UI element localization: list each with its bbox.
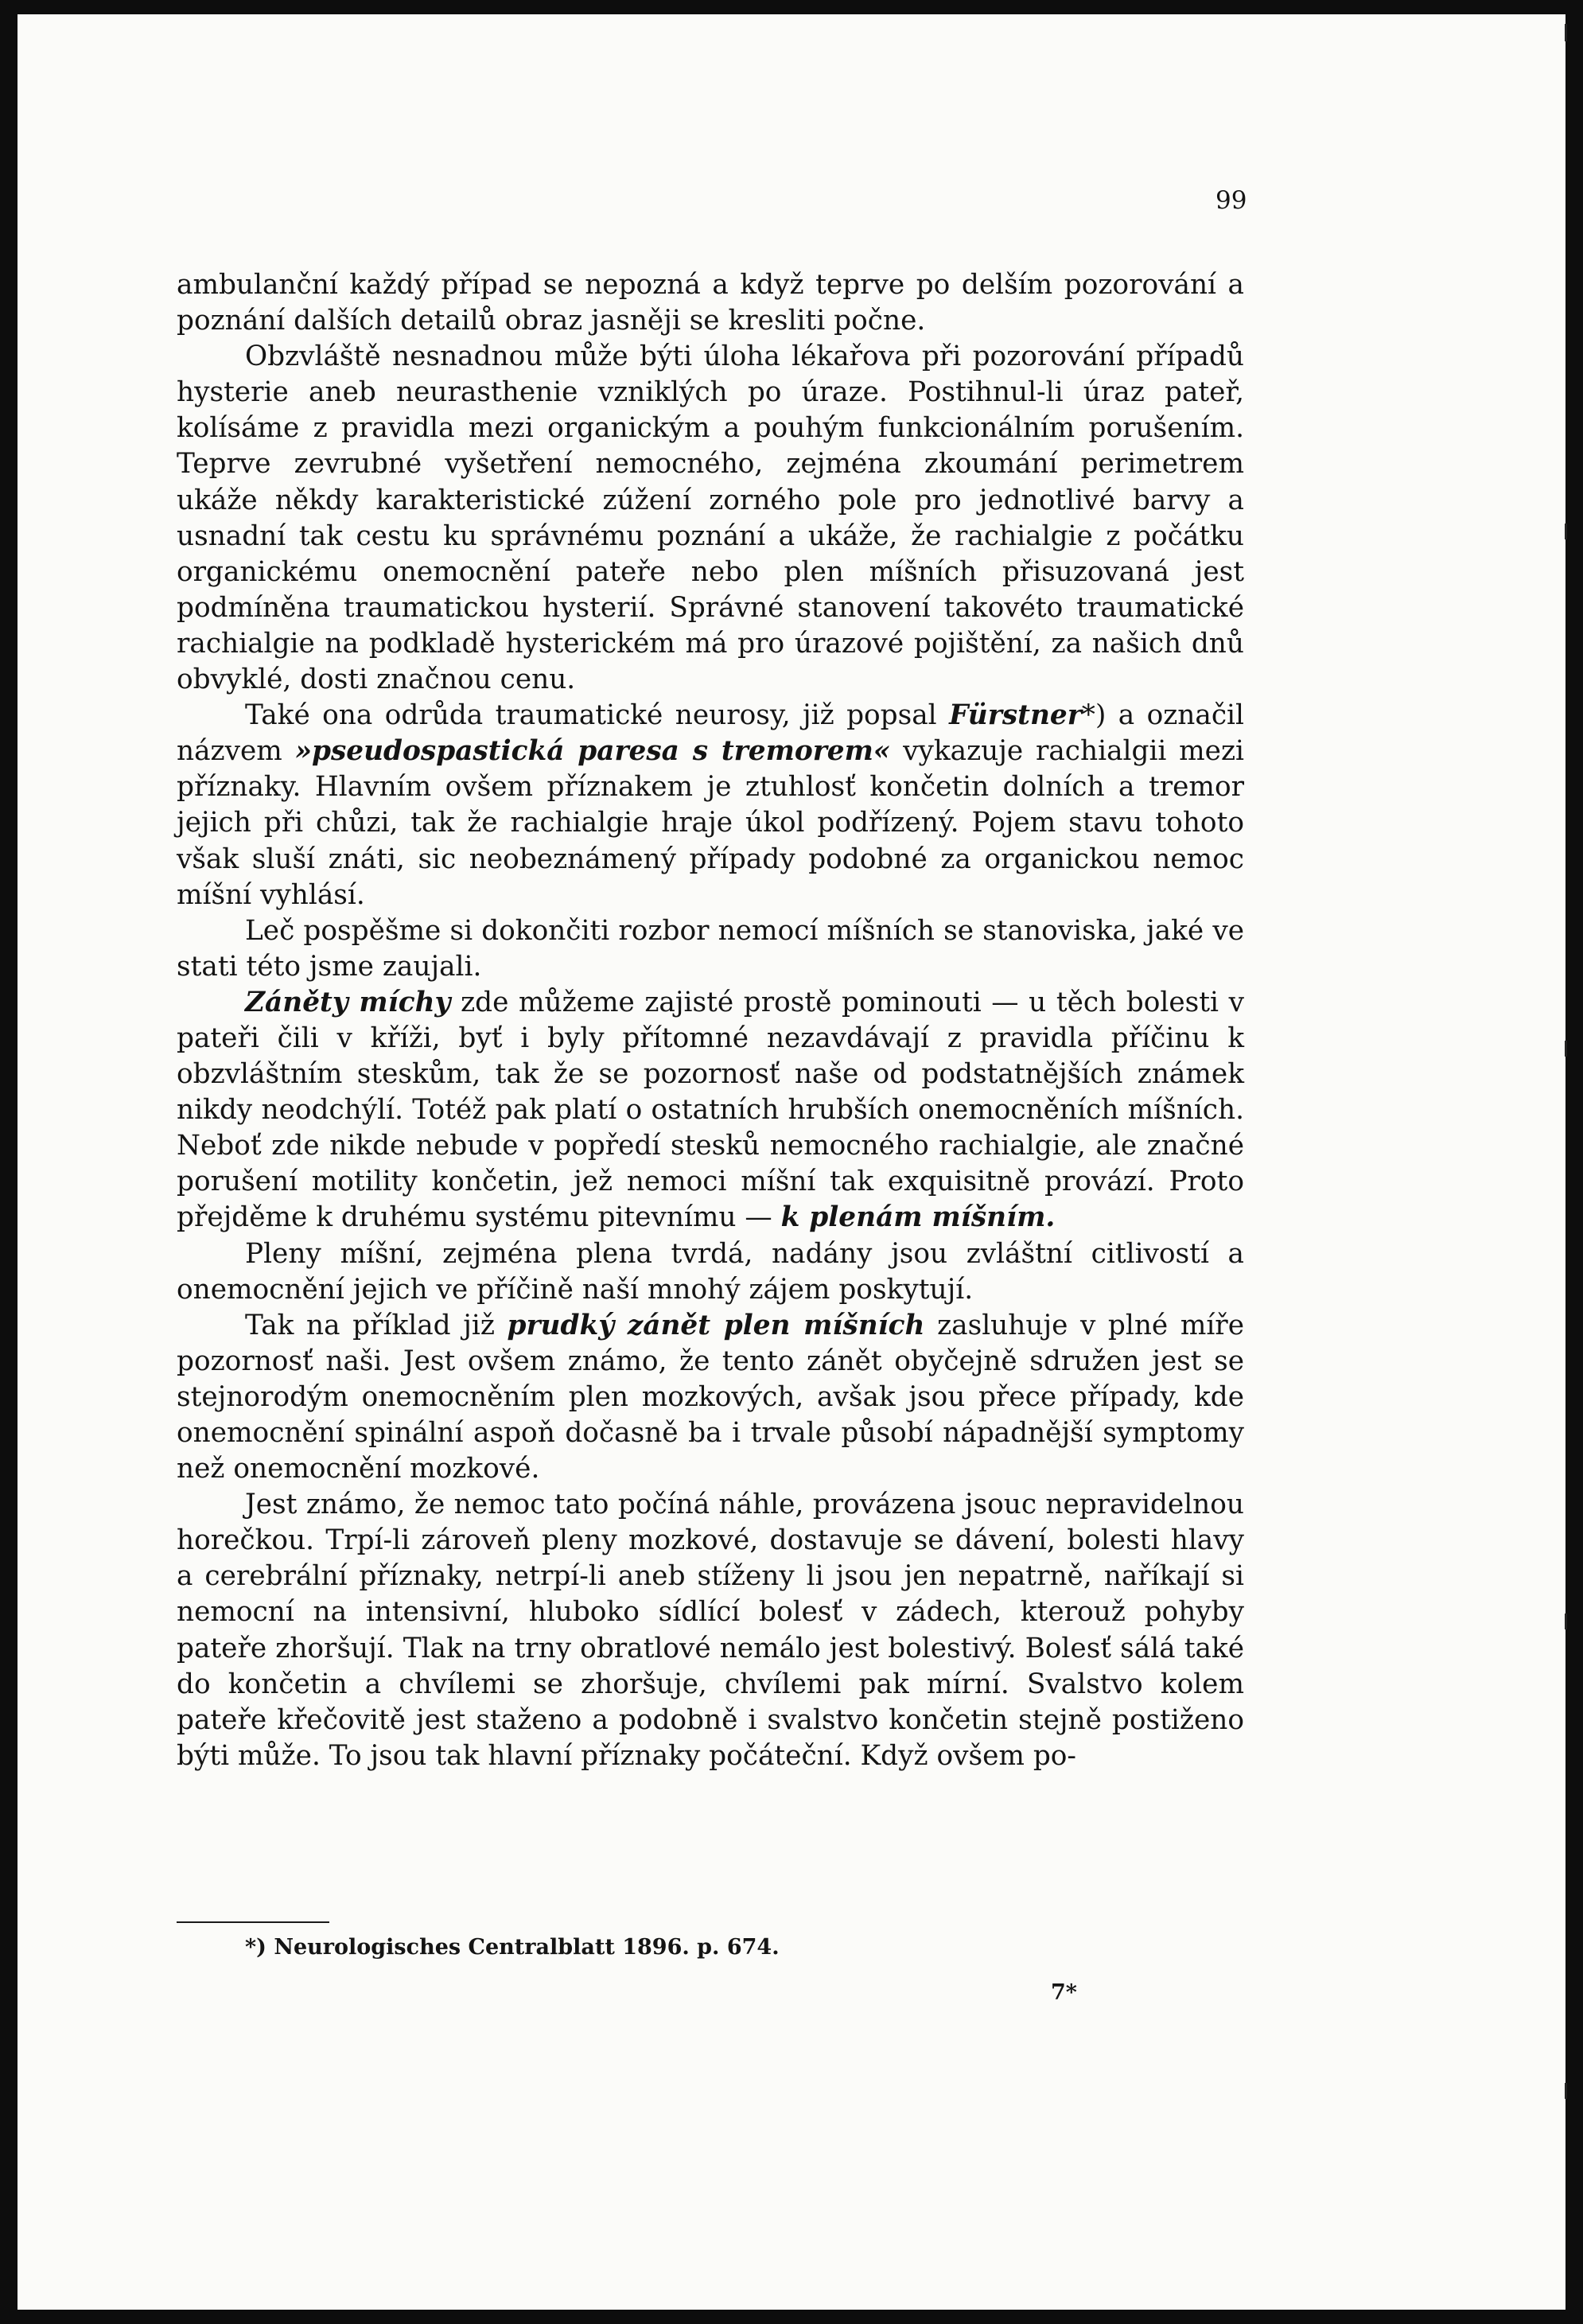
term-emphasis: »pseudospastická paresa s tremorem« bbox=[294, 735, 891, 768]
term-emphasis: prudký zánět plen míšních bbox=[507, 1309, 925, 1341]
paragraph: Záněty míchy zde můžeme zajisté prostě pominouti — u těch bolesti v pateři čili v kříži, byť i byly přítomné nezavdávají z pravidla příčinu k obzvláštním steskům, tak že se pozornosť naše od podstatnějších známek nikdy neodchýlí. Totéž pak platí o ostatních hrubších onemocněních míšních. Neboť zde nikde nebude v popředí stesků nemocného rachialgie, ale značné porušení motility končetin, jež nemoci míšní tak exquisitně provází. Proto přejděme k druhému systému pitevnímu — k plenám míšním. bbox=[177, 986, 1244, 1234]
body-text bbox=[177, 267, 1244, 1774]
paragraph: Leč pospěšme si dokončiti rozbor nemocí míšních se stanoviska, jaké ve stati této jsme zaujali. bbox=[177, 914, 1244, 983]
page-edge-mark bbox=[1565, 524, 1567, 539]
signature-mark: 7* bbox=[1051, 1980, 1077, 2005]
footnote-marker: *) bbox=[245, 1935, 266, 1960]
paragraph: Tak na příklad již prudký zánět plen míšních zasluhuje v plné míře pozornosť naši. Jest ovšem známo, že tento zánět obyčejně sdružen jest se stejnorodým onemocněním plen mozkových, avšak jsou přece případy, kde onemocnění spinální aspoň dočasně ba i trvale působí nápadnější symptomy než onemocnění mozkové. bbox=[177, 1309, 1244, 1485]
page-number: 99 bbox=[1215, 186, 1247, 215]
paragraph: Pleny míšní, zejména plena tvrdá, nadány jsou zvláštní citlivostí a onemocnění jejich ve příčině naší mnohý zájem poskytují. bbox=[177, 1237, 1244, 1306]
page-edge-mark bbox=[1565, 1614, 1567, 1629]
footnote-divider bbox=[177, 1921, 329, 1923]
paragraph: Jest známo, že nemoc tato počíná náhle, provázena jsouc nepravidelnou horečkou. Trpí-li zároveň pleny mozkové, dostavuje se dávení, bolesti hlavy a cerebrální příznaky, netrpí-li aneb stíženy li jsou jen nepatrně, naříkají si nemocní na intensivní, hluboko sídlící bolesť v zádech, kterouž pohyby pateře zhoršují. Tlak na trny obratlové nemálo jest bolestivý. Bolesť sálá také do končetin a chvílemi se zhoršuje, chvílemi pak mírní. Svalstvo kolem pateře křečovitě jest staženo a podobně i svalstvo končetin stejně postiženo býti může. To jsou tak hlavní příznaky počáteční. Když ovšem po- bbox=[177, 1489, 1244, 1772]
page-edge-mark bbox=[1565, 2083, 1567, 2099]
paragraph: Obzvláště nesnadnou může býti úloha lékařova při pozorování případů hysterie aneb neurasthenie vzniklých po úraze. Postihnul-li úraz pateř, kolísáme z pravidla mezi organickým a pouhým funkcionálním porušením. Teprve zevrubné vyšetření nemocného, zejména zkoumání perimetrem ukáže někdy karakteristické zúžení zorného pole pro jednotlivé barvy a usnadní tak cestu ku správnému poznání a ukáže, že rachialgie z počátku organickému onemocnění pateře nebo plen míšních přisuzovaná jest podmíněna traumatickou hysterií. Správné stanovení takovéto traumatické rachialgie na podkladě hysterickém má pro úrazové pojištění, za našich dnů obvyklé, dosti značnou cenu. bbox=[177, 341, 1244, 696]
term-emphasis: Záněty míchy bbox=[245, 986, 451, 1018]
page-edge-mark bbox=[1565, 24, 1567, 41]
footnote-reference: *) bbox=[1081, 699, 1107, 732]
page-edge-mark bbox=[1565, 1041, 1567, 1057]
footnote bbox=[245, 1935, 780, 1960]
footnote-text: Neurologisches Centralblatt 1896. p. 674. bbox=[274, 1935, 780, 1960]
term-emphasis: k plenám míšním. bbox=[780, 1201, 1056, 1234]
paragraph: Také ona odrůda traumatické neurosy, již popsal Fürstner*) a označil názvem »pseudospastická paresa s tremorem« vykazuje rachialgii mezi příznaky. Hlavním ovšem příznakem je ztuhlosť končetin dolních a tremor jejich při chůzi, tak že rachialgie hraje úkol podřízený. Pojem stavu tohoto však sluší znáti, sic neobeznámený případy podobné za organickou nemoc míšní vyhlásí. bbox=[177, 699, 1245, 911]
author-name: Fürstner bbox=[949, 699, 1082, 732]
paragraph: ambulanční každý případ se nepozná a když teprve po delším pozorování a poznání dalších detailů obraz jasněji se kresliti počne. bbox=[177, 269, 1244, 337]
